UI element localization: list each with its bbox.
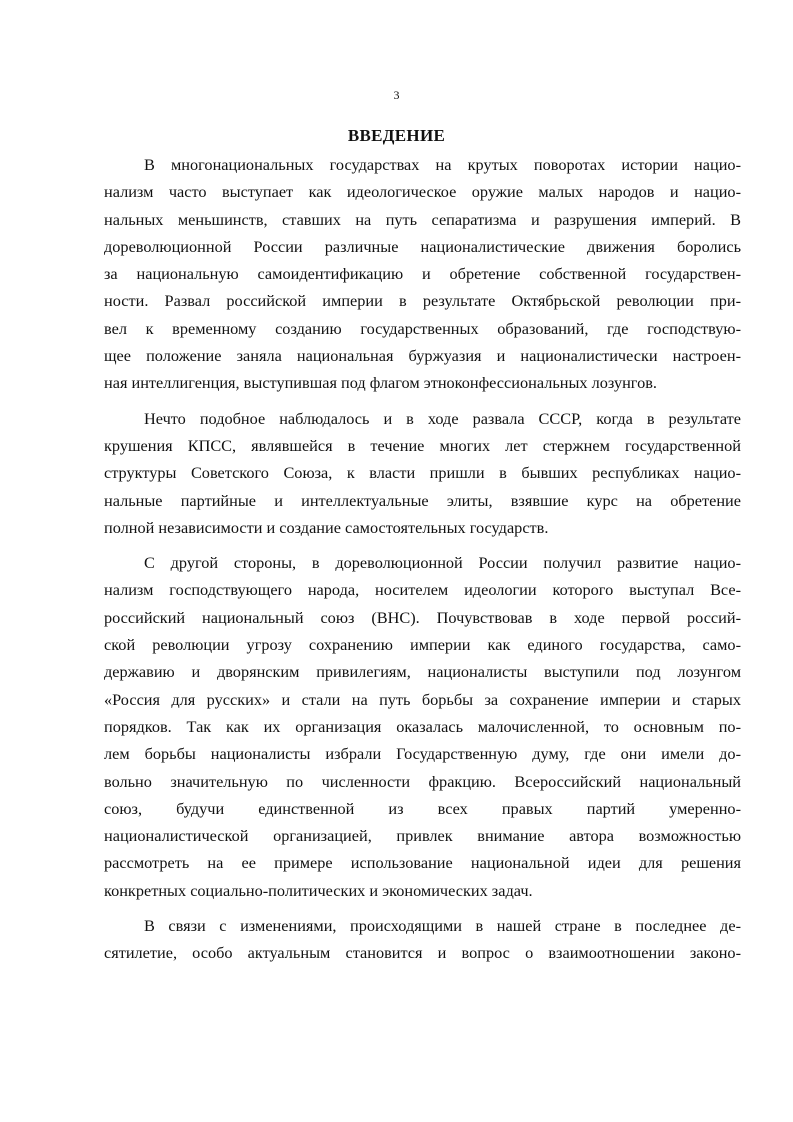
text-line: конкретных социально-политических и экономических задач. xyxy=(104,880,533,900)
paragraph xyxy=(104,151,741,397)
paragraph xyxy=(104,912,741,967)
text-line: российский национальный союз (ВНС). Почувствовав в ходе первой россий- xyxy=(104,607,741,627)
text-line: В многонациональных государствах на крутых поворотах истории нацио- xyxy=(144,155,741,174)
text-line: нальных меньшинств, ставших на путь сепаратизма и разрушения империй. В xyxy=(104,209,741,229)
page-number: 3 xyxy=(393,88,400,102)
text-line: ности. Развал российской империи в результате Октябрьской революции при- xyxy=(104,291,741,311)
text-line: структуры Советского Союза, к власти пришли в бывших республиках нацио- xyxy=(104,463,741,483)
text-line: ской революции угрозу сохранению империи как единого государства, само- xyxy=(104,635,741,655)
text-line: ная интеллигенция, выступившая под флагом этноконфессиональных лозунгов. xyxy=(104,373,657,393)
text-line: рассмотреть на ее примере использование национальной идеи для решения xyxy=(104,853,741,873)
text-line: «Россия для русских» и стали на путь борьбы за сохранение империи и старых xyxy=(104,689,741,709)
text-line: нализм часто выступает как идеологическое оружие малых народов и нацио- xyxy=(104,182,741,202)
text-line: державию и дворянским привилегиям, националисты выступили под лозунгом xyxy=(104,662,741,682)
text-line: Нечто подобное наблюдалось и в ходе развала СССР, когда в результате xyxy=(144,408,741,428)
text-line: сятилетие, особо актуальным становится и вопрос о взаимоотношении законо- xyxy=(104,943,741,963)
text-line: щее положение заняла национальная буржуазия и националистически настроен- xyxy=(104,346,741,366)
paragraph xyxy=(104,405,741,541)
paragraph xyxy=(104,549,741,904)
text-line: дореволюционной России различные националистические движения боролись xyxy=(104,236,741,256)
text-line: вел к временному созданию государственных образований, где господствую- xyxy=(104,318,741,338)
text-line: за национальную самоидентификацию и обретение собственной государствен- xyxy=(104,264,741,284)
text-line: полной независимости и создание самостоятельных государств. xyxy=(104,517,549,537)
text-line: нальные партийные и интеллектуальные элиты, взявшие курс на обретение xyxy=(104,490,741,510)
document-body xyxy=(104,151,741,975)
section-heading: ВВЕДЕНИЕ xyxy=(347,126,446,145)
text-line: лем борьбы националисты избрали Государственную думу, где они имели до- xyxy=(104,744,741,764)
text-line: порядков. Так как их организация оказалась малочисленной, то основным по- xyxy=(104,716,741,736)
text-line: националистической организацией, привлек внимание автора возможностью xyxy=(104,826,741,846)
text-line: С другой стороны, в дореволюционной России получил развитие нацио- xyxy=(144,553,741,573)
text-line: крушения КПСС, являвшейся в течение многих лет стержнем государственной xyxy=(104,435,741,455)
text-line: нализм господствующего народа, носителем идеологии которого выступал Все- xyxy=(104,580,741,600)
text-line: В связи с изменениями, происходящими в нашей стране в последнее де- xyxy=(144,916,741,936)
text-line: вольно значительную по численности фракцию. Всероссийский национальный xyxy=(104,771,741,791)
text-line: союз, будучи единственной из всех правых партий умеренно- xyxy=(104,798,741,818)
